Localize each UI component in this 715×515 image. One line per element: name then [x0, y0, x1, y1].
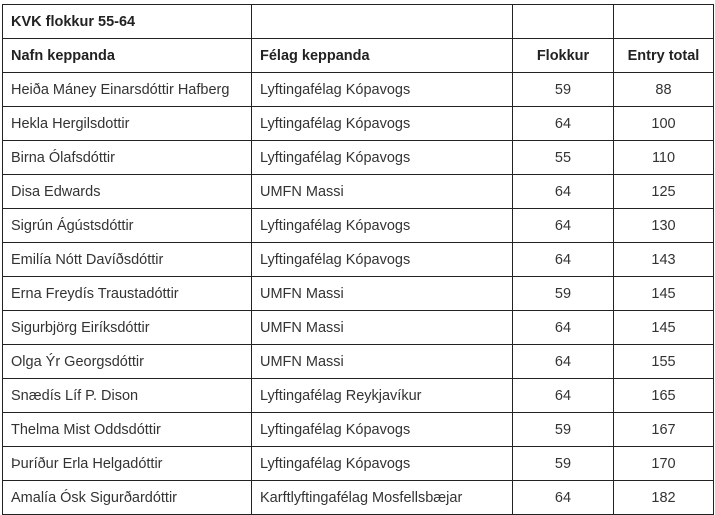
athlete-name: Þuríður Erla Helgadóttir	[3, 447, 252, 481]
empty-cell	[513, 5, 614, 39]
athlete-entry-total: 125	[614, 175, 714, 209]
athlete-club: Lyftingafélag Kópavogs	[252, 243, 513, 277]
athlete-category: 59	[513, 447, 614, 481]
athlete-category: 64	[513, 209, 614, 243]
athlete-name: Erna Freydís Traustadóttir	[3, 277, 252, 311]
table-row	[3, 447, 714, 481]
header-entry-total: Entry total	[614, 39, 714, 73]
table-row	[3, 345, 714, 379]
table-row	[3, 175, 714, 209]
athlete-club: Lyftingafélag Kópavogs	[252, 447, 513, 481]
athlete-entry-total: 165	[614, 379, 714, 413]
athlete-club: Lyftingafélag Kópavogs	[252, 413, 513, 447]
table-row	[3, 107, 714, 141]
athlete-category: 64	[513, 311, 614, 345]
athlete-club: UMFN Massi	[252, 345, 513, 379]
table-row	[3, 277, 714, 311]
table-row	[3, 209, 714, 243]
athlete-club: Lyftingafélag Reykjavíkur	[252, 379, 513, 413]
athlete-name: Hekla Hergilsdottir	[3, 107, 252, 141]
table-title: KVK flokkur 55-64	[3, 5, 252, 39]
athlete-entry-total: 145	[614, 311, 714, 345]
athlete-name: Sigrún Ágústsdóttir	[3, 209, 252, 243]
header-row	[3, 39, 714, 73]
empty-cell	[614, 5, 714, 39]
athlete-entry-total: 110	[614, 141, 714, 175]
title-row	[3, 5, 714, 39]
athlete-entry-total: 167	[614, 413, 714, 447]
athlete-category: 59	[513, 73, 614, 107]
athlete-category: 64	[513, 481, 614, 515]
athlete-category: 55	[513, 141, 614, 175]
athlete-category: 64	[513, 243, 614, 277]
athlete-entry-total: 130	[614, 209, 714, 243]
athlete-name: Olga Ýr Georgsdóttir	[3, 345, 252, 379]
header-club: Félag keppanda	[252, 39, 513, 73]
results-table-body	[3, 5, 714, 515]
athlete-club: UMFN Massi	[252, 311, 513, 345]
athlete-entry-total: 155	[614, 345, 714, 379]
athlete-club: UMFN Massi	[252, 277, 513, 311]
athlete-name: Sigurbjörg Eiríksdóttir	[3, 311, 252, 345]
athlete-category: 64	[513, 379, 614, 413]
athlete-club: Lyftingafélag Kópavogs	[252, 209, 513, 243]
table-row	[3, 413, 714, 447]
athlete-entry-total: 145	[614, 277, 714, 311]
athlete-name: Emilía Nótt Davíðsdóttir	[3, 243, 252, 277]
athlete-entry-total: 143	[614, 243, 714, 277]
table-row	[3, 73, 714, 107]
athlete-name: Thelma Mist Oddsdóttir	[3, 413, 252, 447]
athlete-name: Heiða Máney Einarsdóttir Hafberg	[3, 73, 252, 107]
athlete-category: 59	[513, 277, 614, 311]
athlete-club: Lyftingafélag Kópavogs	[252, 141, 513, 175]
athlete-entry-total: 88	[614, 73, 714, 107]
athlete-category: 59	[513, 413, 614, 447]
athlete-entry-total: 170	[614, 447, 714, 481]
table-row	[3, 311, 714, 345]
athlete-entry-total: 182	[614, 481, 714, 515]
header-name: Nafn keppanda	[3, 39, 252, 73]
athlete-club: Lyftingafélag Kópavogs	[252, 107, 513, 141]
table-row	[3, 141, 714, 175]
table-row	[3, 481, 714, 515]
empty-cell	[252, 5, 513, 39]
athlete-club: UMFN Massi	[252, 175, 513, 209]
athlete-name: Snædís Líf P. Dison	[3, 379, 252, 413]
results-table	[2, 4, 714, 515]
athlete-name: Birna Ólafsdóttir	[3, 141, 252, 175]
athlete-entry-total: 100	[614, 107, 714, 141]
athlete-name: Amalía Ósk Sigurðardóttir	[3, 481, 252, 515]
table-row	[3, 379, 714, 413]
athlete-name: Disa Edwards	[3, 175, 252, 209]
athlete-category: 64	[513, 107, 614, 141]
athlete-category: 64	[513, 345, 614, 379]
athlete-category: 64	[513, 175, 614, 209]
table-row	[3, 243, 714, 277]
athlete-club: Karftlyftingafélag Mosfellsbæjar	[252, 481, 513, 515]
header-category: Flokkur	[513, 39, 614, 73]
athlete-club: Lyftingafélag Kópavogs	[252, 73, 513, 107]
